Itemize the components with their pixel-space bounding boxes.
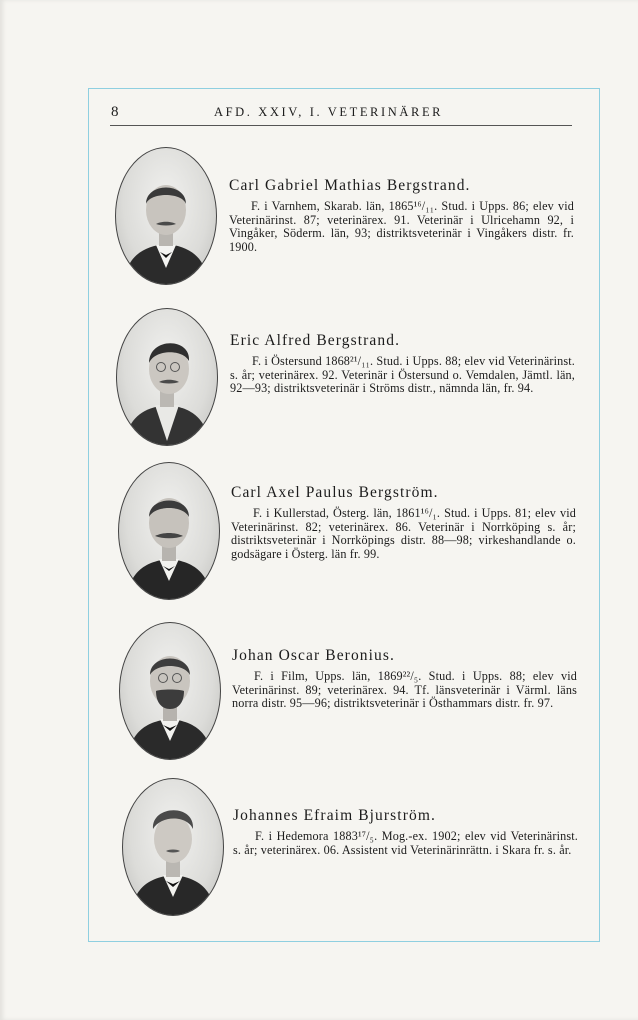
portrait-photo <box>122 778 224 916</box>
biography-text: F. i Film, Upps. län, 1869²²/₅. Stud. i Upps. 88; elev vid Veterinärinst. 89; veterinärex. 94. Tf. länsveterinär i Värml. läns norra distr. 95—96; distriktsveterinär i Östhammars distr. fr. 97. <box>232 669 577 711</box>
biography-entry <box>229 177 574 254</box>
portrait-photo <box>115 147 217 285</box>
person-name: Carl Gabriel Mathias Bergstrand. <box>229 177 471 194</box>
portrait-photo <box>118 462 220 600</box>
person-name: Carl Axel Paulus Bergström. <box>231 484 439 501</box>
portrait-photo <box>116 308 218 446</box>
running-title: AFD. XXIV, I. VETERINÄRER <box>214 105 444 119</box>
biography-entry <box>231 484 576 561</box>
person-name: Eric Alfred Bergstrand. <box>230 332 401 349</box>
person-name: Johannes Efraim Bjurström. <box>233 807 436 824</box>
person-name: Johan Oscar Beronius. <box>232 647 396 664</box>
biography-entry <box>233 807 578 857</box>
portrait-photo <box>119 622 221 760</box>
biography-entry <box>230 332 575 396</box>
biography-text: F. i Hedemora 1883¹⁷/₅. Mog.-ex. 1902; elev vid Veterinärinst. s. år; veterinärex. 06. Assistent vid Veterinärinrättn. i Skara fr. s. år. <box>233 829 578 857</box>
page-header <box>110 103 572 126</box>
biography-text: F. i Varnhem, Skarab. län, 1865¹⁶/₁₁. Stud. i Upps. 86; elev vid Veterinärinst. 87; veterinärex. 91. Veterinär i Ulricehamn 92, i Vingåker, Söderm. län, 93; distriktsveterinär i Vingåkers distr. fr. 1900. <box>229 199 574 254</box>
biography-text: F. i Östersund 1868²¹/₁₁. Stud. i Upps. 88; elev vid Veterinärinst. s. år; veterinärex. 92. Veterinär i Östersund o. Vemdalen, Jämtl. län, 92—93; distriktsveterinär i Ströms distr., nämnda län, fr. 94. <box>230 354 575 396</box>
biography-text: F. i Kullerstad, Österg. län, 1861¹⁶/₁. Stud. i Upps. 81; elev vid Veterinärinst. 82; veterinärex. 86. Veterinär i Norrköping s. år; distriktsveterinär i Norrköpings distr. 88—98; virkeshandlande o. godsägare i Österg. län fr. 99. <box>231 506 576 561</box>
page-number: 8 <box>111 104 119 120</box>
biography-entry <box>232 647 577 711</box>
